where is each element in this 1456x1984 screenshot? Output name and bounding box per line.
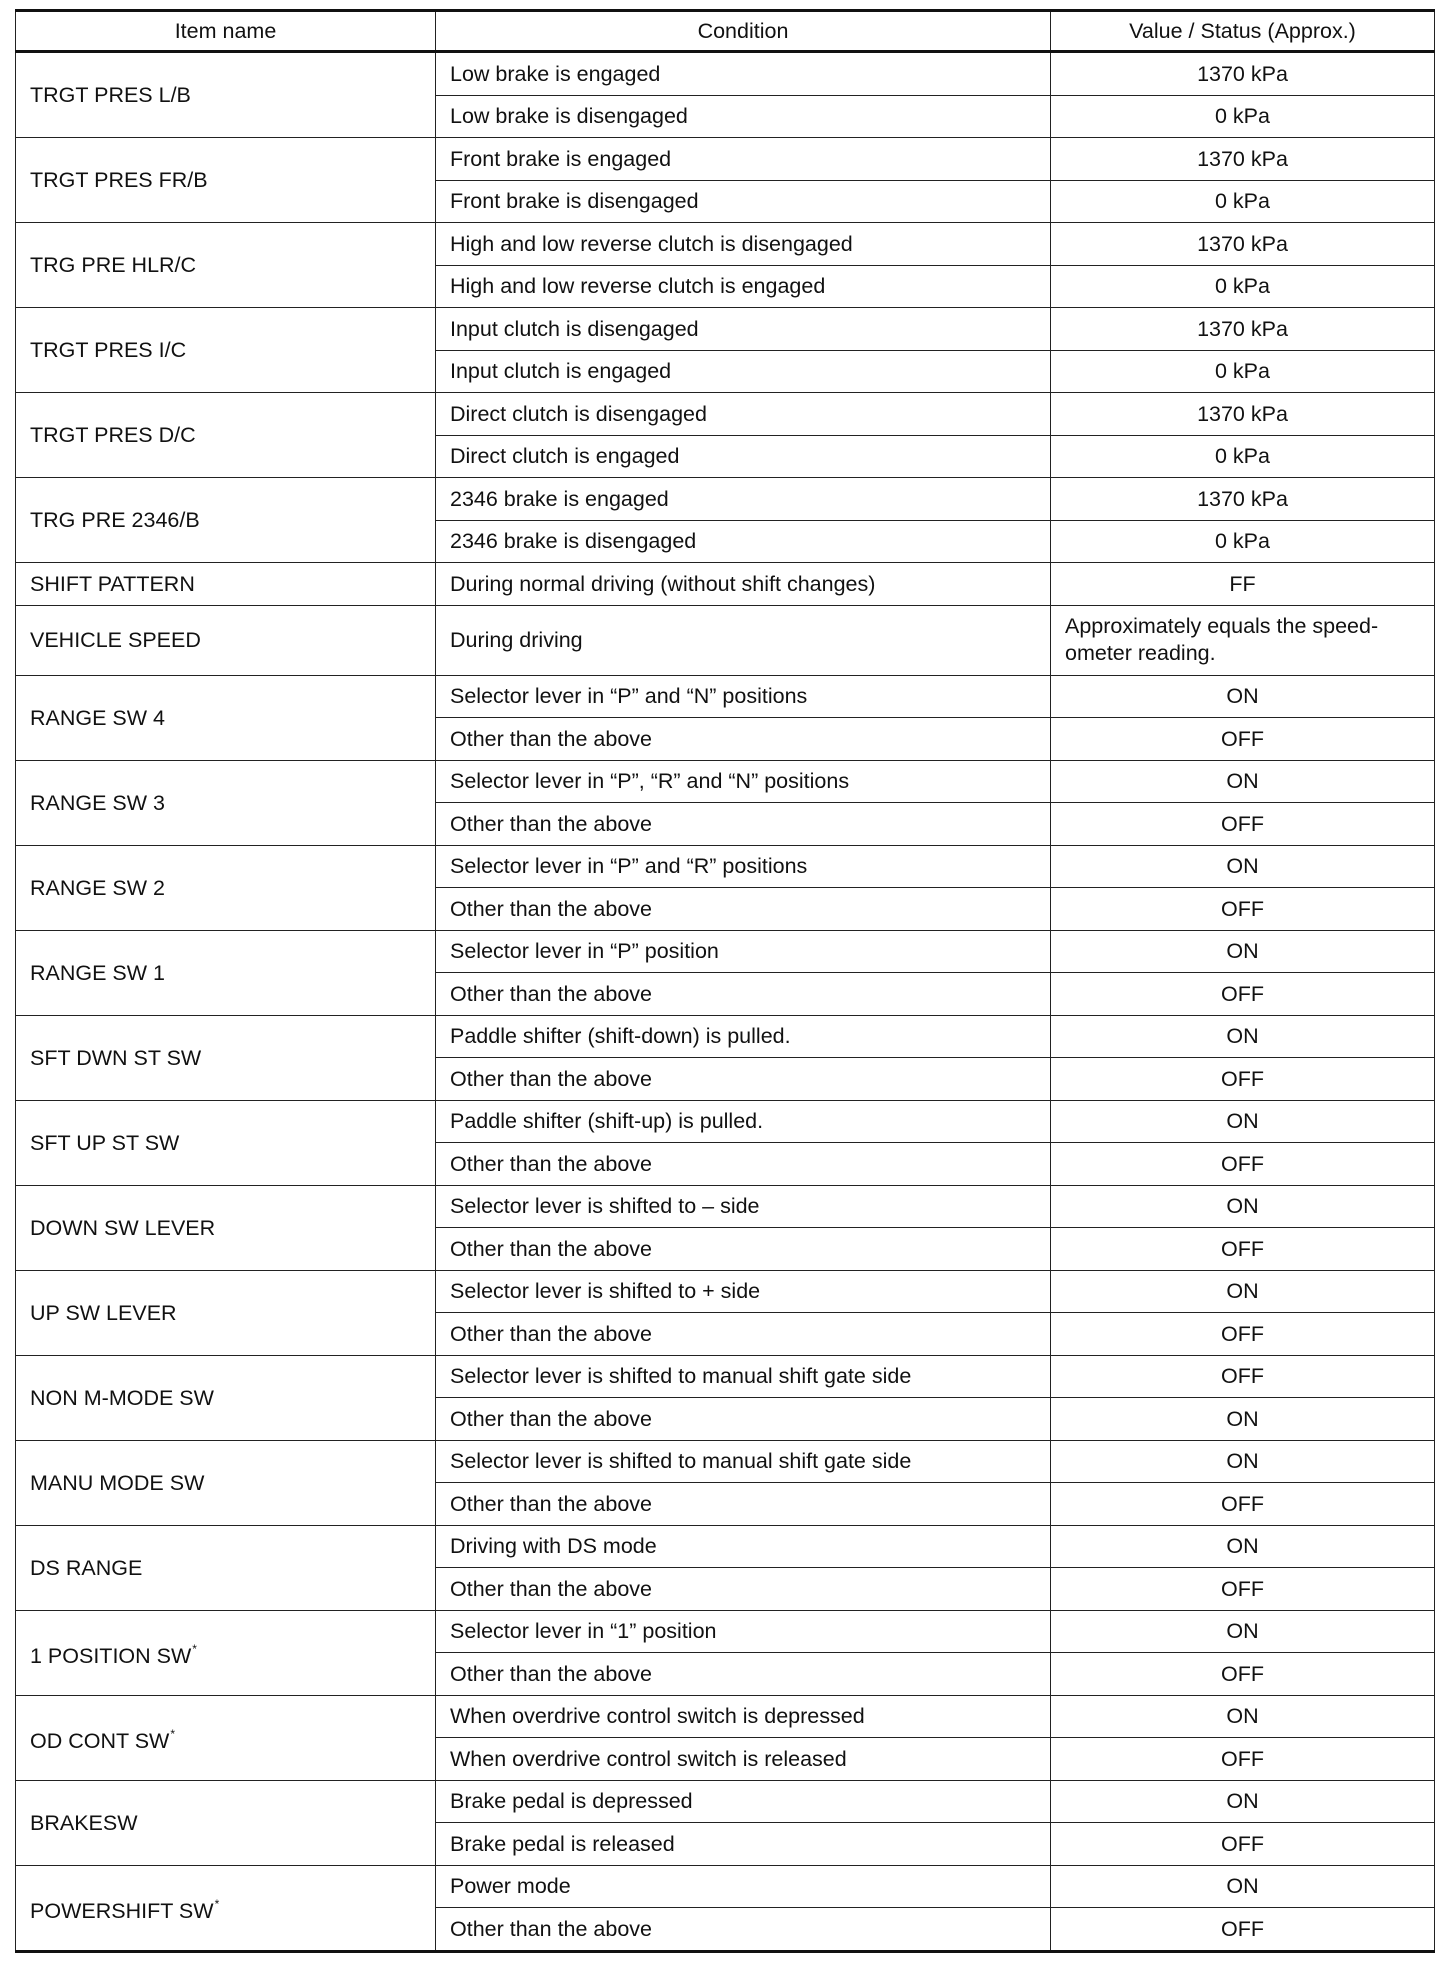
condition-cell: Input clutch is engaged [436,350,1051,393]
item-name-cell [16,845,436,930]
footnote-marker: * [170,1727,176,1741]
value-cell: 0 kPa [1051,435,1435,478]
condition-cell: Selector lever in “P” and “R” positions [436,845,1051,888]
condition-cell: During driving [436,605,1051,675]
value-cell: OFF [1051,1653,1435,1696]
item-name-cell [16,930,436,1015]
value-cell: 1370 kPa [1051,478,1435,521]
table-row [16,223,1435,266]
item-name-cell [16,308,436,393]
table-row [16,52,1435,96]
table-row [16,930,1435,973]
item-name-cell [16,223,436,308]
condition-cell: 2346 brake is disengaged [436,520,1051,563]
value-cell: ON [1051,1780,1435,1823]
value-cell: 1370 kPa [1051,138,1435,181]
item-name-cell [16,393,436,478]
item-name: NON M-MODE SW [30,1385,214,1410]
condition-cell: Direct clutch is disengaged [436,393,1051,436]
item-name: RANGE SW 2 [30,875,165,900]
value-cell: OFF [1051,1823,1435,1866]
item-name-cell [16,1440,436,1525]
table-row [16,138,1435,181]
table-row [16,845,1435,888]
condition-cell: Other than the above [436,1398,1051,1441]
value-cell: OFF [1051,1908,1435,1952]
table-row [16,1610,1435,1653]
condition-cell: Front brake is engaged [436,138,1051,181]
item-name: SHIFT PATTERN [30,571,195,596]
value-cell: OFF [1051,1738,1435,1781]
condition-cell: Selector lever in “P” and “N” positions [436,675,1051,718]
value-cell: 1370 kPa [1051,52,1435,96]
item-name: MANU MODE SW [30,1470,205,1495]
item-name-cell [16,52,436,138]
condition-cell: Input clutch is disengaged [436,308,1051,351]
condition-cell: Other than the above [436,1653,1051,1696]
table-row [16,1440,1435,1483]
condition-cell: Brake pedal is depressed [436,1780,1051,1823]
item-name: VEHICLE SPEED [30,628,201,652]
condition-cell: Other than the above [436,1908,1051,1952]
condition-cell: Other than the above [436,888,1051,931]
condition-cell: Other than the above [436,1228,1051,1271]
table-row [16,1100,1435,1143]
value-cell: ON [1051,760,1435,803]
value-cell: ON [1051,845,1435,888]
table-row [16,760,1435,803]
value-cell: FF [1051,563,1435,606]
value-cell: ON [1051,1398,1435,1441]
item-name-cell [16,1780,436,1865]
condition-cell: Brake pedal is released [436,1823,1051,1866]
condition-cell: Selector lever in “1” position [436,1610,1051,1653]
value-cell: ON [1051,1015,1435,1058]
condition-cell: When overdrive control switch is released [436,1738,1051,1781]
condition-cell: During normal driving (without shift changes) [436,563,1051,606]
item-name: RANGE SW 4 [30,705,165,730]
item-name-cell [16,478,436,563]
condition-cell: Selector lever in “P”, “R” and “N” positions [436,760,1051,803]
value-cell: ON [1051,1185,1435,1228]
value-cell: 0 kPa [1051,350,1435,393]
item-name-cell [16,138,436,223]
item-name-cell [16,1610,436,1695]
item-name-cell [16,1185,436,1270]
condition-cell: 2346 brake is engaged [436,478,1051,521]
table-row [16,1270,1435,1313]
item-name: UP SW LEVER [30,1300,177,1325]
value-cell: 0 kPa [1051,180,1435,223]
table-row [16,675,1435,718]
table-row [16,1865,1435,1908]
header-value-status: Value / Status (Approx.) [1051,11,1435,52]
item-name-cell [16,1865,436,1951]
item-name: DOWN SW LEVER [30,1215,216,1240]
condition-cell: Other than the above [436,1313,1051,1356]
item-name: TRG PRE HLR/C [30,253,197,277]
item-name-cell [16,1270,436,1355]
value-cell: OFF [1051,803,1435,846]
item-name: TRGT PRES I/C [30,338,187,362]
condition-cell: Paddle shifter (shift-up) is pulled. [436,1100,1051,1143]
table-row [16,1185,1435,1228]
value-cell: OFF [1051,1355,1435,1398]
item-name-cell [16,563,436,606]
item-name: RANGE SW 1 [30,960,165,985]
value-cell: ON [1051,1610,1435,1653]
item-name-cell [16,760,436,845]
item-name: TRG PRE 2346/B [30,508,200,532]
value-cell: OFF [1051,1228,1435,1271]
table-row [16,393,1435,436]
value-cell: ON [1051,1695,1435,1738]
table-row [16,1695,1435,1738]
value-cell [1051,605,1435,675]
condition-cell: Other than the above [436,718,1051,761]
item-name: SFT UP ST SW [30,1130,180,1155]
table-row [16,1355,1435,1398]
condition-cell: Selector lever is shifted to – side [436,1185,1051,1228]
data-monitor-table [15,9,1435,1953]
table-row [16,563,1435,606]
item-name: SFT DWN ST SW [30,1045,202,1070]
header-condition: Condition [436,11,1051,52]
table-body [16,52,1435,1952]
value-line: ometer reading. [1065,641,1216,665]
table-row [16,1780,1435,1823]
table-row [16,605,1435,675]
value-line: Approximately equals the speed- [1065,614,1379,638]
item-name-cell [16,1100,436,1185]
item-name: OD CONT SW [30,1729,170,1753]
condition-cell: High and low reverse clutch is disengaged [436,223,1051,266]
value-cell: ON [1051,1270,1435,1313]
item-name: TRGT PRES FR/B [30,168,208,192]
value-cell: OFF [1051,1313,1435,1356]
condition-cell: High and low reverse clutch is engaged [436,265,1051,308]
value-cell: ON [1051,1525,1435,1568]
item-name-cell [16,1695,436,1780]
condition-cell: Selector lever is shifted to manual shift gate side [436,1440,1051,1483]
value-cell: 1370 kPa [1051,308,1435,351]
data-monitor-table-container [15,9,1434,1953]
value-cell: ON [1051,675,1435,718]
value-cell: ON [1051,1865,1435,1908]
value-cell: OFF [1051,1143,1435,1186]
condition-cell: Direct clutch is engaged [436,435,1051,478]
condition-cell: Front brake is disengaged [436,180,1051,223]
condition-cell: Paddle shifter (shift-down) is pulled. [436,1015,1051,1058]
value-cell: OFF [1051,718,1435,761]
footnote-marker: * [192,1642,197,1656]
value-cell: OFF [1051,1483,1435,1526]
condition-cell: Other than the above [436,973,1051,1016]
value-cell: 1370 kPa [1051,223,1435,266]
condition-cell: Other than the above [436,1568,1051,1611]
footnote-marker: * [214,1897,220,1911]
item-name: TRGT PRES L/B [30,83,191,107]
value-cell: OFF [1051,888,1435,931]
item-name: TRGT PRES D/C [30,423,196,447]
condition-cell: Driving with DS mode [436,1525,1051,1568]
value-cell: 0 kPa [1051,95,1435,138]
table-row [16,1525,1435,1568]
table-row [16,1015,1435,1058]
table-row [16,478,1435,521]
condition-cell: Other than the above [436,1058,1051,1101]
value-cell: ON [1051,1100,1435,1143]
condition-cell: Power mode [436,1865,1051,1908]
condition-cell: When overdrive control switch is depressed [436,1695,1051,1738]
condition-cell: Other than the above [436,1143,1051,1186]
condition-cell: Other than the above [436,803,1051,846]
item-name-cell [16,1355,436,1440]
item-name: DS RANGE [30,1555,143,1580]
item-name: 1 POSITION SW [30,1644,192,1668]
value-cell: 0 kPa [1051,265,1435,308]
table-header [16,11,1435,52]
header-row [16,11,1435,52]
condition-cell: Selector lever is shifted to manual shift gate side [436,1355,1051,1398]
item-name-cell [16,605,436,675]
value-cell: OFF [1051,1058,1435,1101]
table-row [16,308,1435,351]
value-cell: ON [1051,930,1435,973]
item-name-cell [16,1525,436,1610]
value-cell: ON [1051,1440,1435,1483]
item-name-cell [16,675,436,760]
item-name: BRAKESW [30,1810,138,1835]
item-name: RANGE SW 3 [30,790,165,815]
condition-cell: Other than the above [436,1483,1051,1526]
condition-cell: Selector lever in “P” position [436,930,1051,973]
condition-cell: Low brake is engaged [436,52,1051,96]
value-cell: 1370 kPa [1051,393,1435,436]
value-cell: OFF [1051,1568,1435,1611]
condition-cell: Selector lever is shifted to + side [436,1270,1051,1313]
header-item-name: Item name [16,11,436,52]
item-name: POWERSHIFT SW [30,1899,214,1923]
condition-cell: Low brake is disengaged [436,95,1051,138]
value-cell: OFF [1051,973,1435,1016]
item-name-cell [16,1015,436,1100]
value-cell: 0 kPa [1051,520,1435,563]
